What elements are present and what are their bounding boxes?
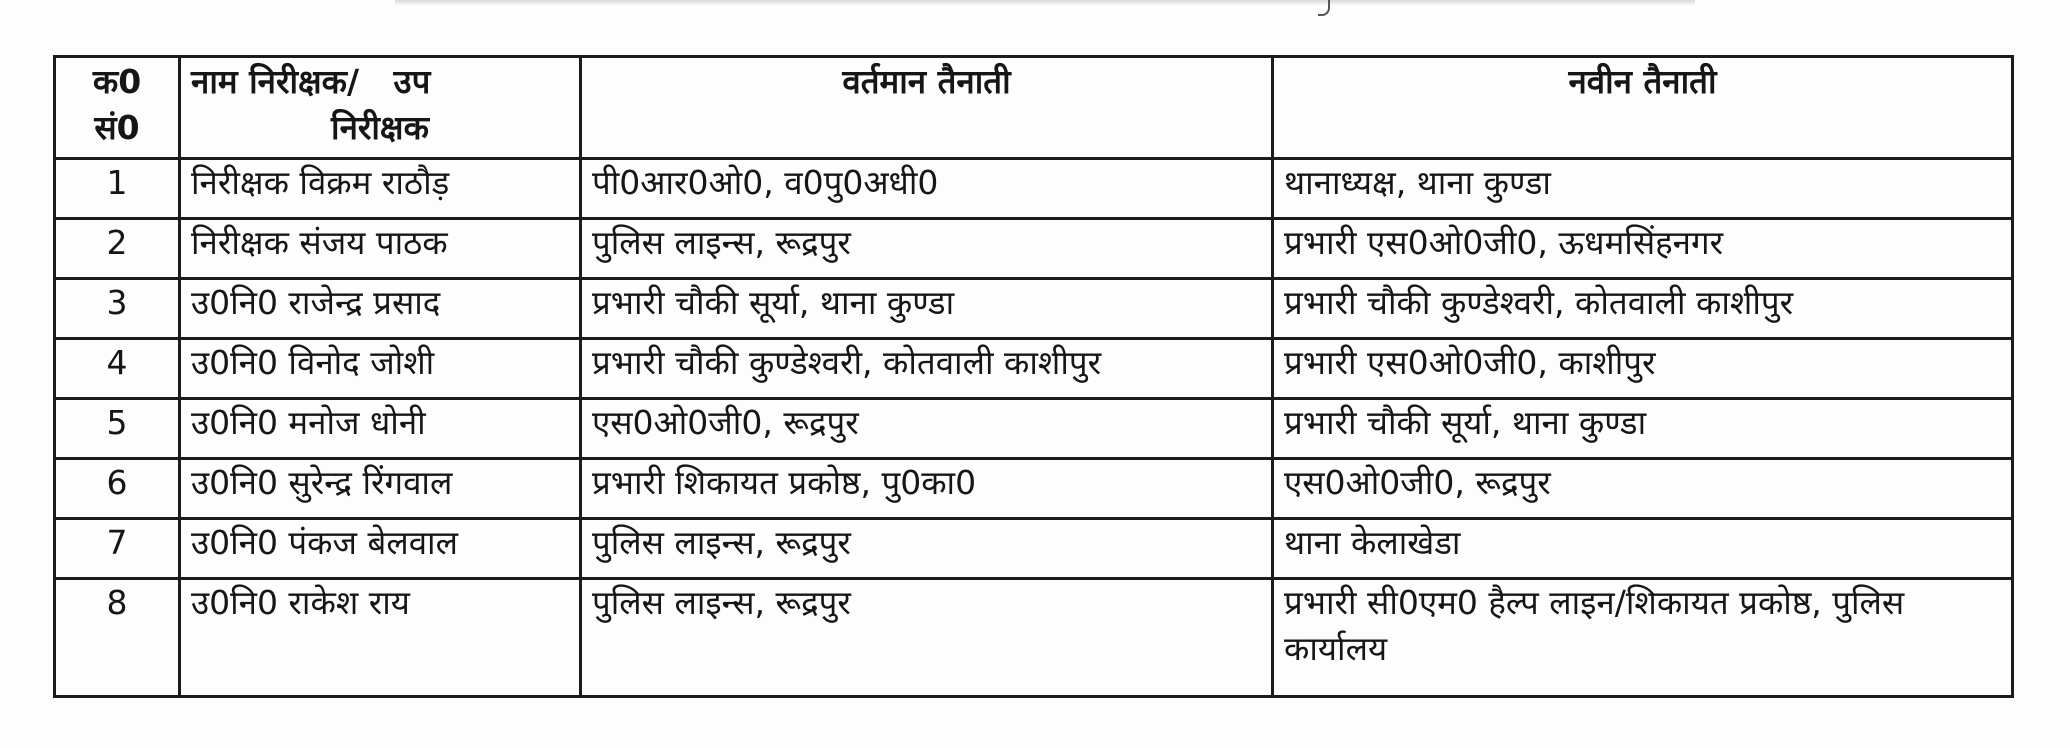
cell-new-posting: प्रभारी एस0ओ0जी0, ऊधमसिंहनगर	[1273, 219, 2013, 279]
top-cropped-mark	[1318, 0, 1330, 16]
cell-current-posting: एस0ओ0जी0, रूद्रपुर	[581, 399, 1273, 459]
cell-name: उ0नि0 राकेश राय	[180, 579, 581, 697]
table-body	[55, 159, 2013, 697]
cell-current-posting: प्रभारी चौकी कुण्डेश्वरी, कोतवाली काशीपुर	[581, 339, 1273, 399]
table-row	[55, 399, 2013, 459]
cell-new-posting: एस0ओ0जी0, रूद्रपुर	[1273, 459, 2013, 519]
cell-name: उ0नि0 पंकज बेलवाल	[180, 519, 581, 579]
table-row	[55, 219, 2013, 279]
table-row	[55, 279, 2013, 339]
cell-current-posting: पी0आर0ओ0, व0पु0अधी0	[581, 159, 1273, 219]
header-serial-line1: क0	[92, 62, 142, 101]
table-row	[55, 159, 2013, 219]
cell-serial: 3	[55, 279, 180, 339]
header-row	[55, 57, 2013, 159]
table-header	[55, 57, 2013, 159]
cell-serial: 8	[55, 579, 180, 697]
cell-name: निरीक्षक विक्रम राठौड़	[180, 159, 581, 219]
cell-serial: 6	[55, 459, 180, 519]
cell-current-posting: प्रभारी शिकायत प्रकोष्ठ, पु0का0	[581, 459, 1273, 519]
cell-current-posting: प्रभारी चौकी सूर्या, थाना कुण्डा	[581, 279, 1273, 339]
cell-new-posting: थानाध्यक्ष, थाना कुण्डा	[1273, 159, 2013, 219]
cell-new-posting: प्रभारी चौकी सूर्या, थाना कुण्डा	[1273, 399, 2013, 459]
header-name	[180, 57, 581, 159]
cell-new-posting: प्रभारी एस0ओ0जी0, काशीपुर	[1273, 339, 2013, 399]
cell-name: उ0नि0 मनोज धोनी	[180, 399, 581, 459]
header-current-posting: वर्तमान तैनाती	[581, 57, 1273, 159]
header-name-line2: निरीक्षक	[331, 108, 429, 147]
posting-table	[53, 55, 2014, 698]
cell-new-posting: प्रभारी चौकी कुण्डेश्वरी, कोतवाली काशीपुर	[1273, 279, 2013, 339]
cell-serial: 2	[55, 219, 180, 279]
table-row	[55, 519, 2013, 579]
cell-new-posting: थाना केलाखेडा	[1273, 519, 2013, 579]
cell-name: उ0नि0 विनोद जोशी	[180, 339, 581, 399]
top-edge-shadow	[395, 0, 1695, 6]
header-name-line1: नाम निरीक्षक/ उप	[191, 62, 431, 101]
header-new-posting: नवीन तैनाती	[1273, 57, 2013, 159]
header-serial	[55, 57, 180, 159]
cell-current-posting: पुलिस लाइन्स, रूद्रपुर	[581, 519, 1273, 579]
table-row	[55, 459, 2013, 519]
table-row	[55, 339, 2013, 399]
cell-current-posting: पुलिस लाइन्स, रूद्रपुर	[581, 219, 1273, 279]
header-serial-line2: सं0	[94, 108, 140, 147]
cell-new-posting: प्रभारी सी0एम0 हैल्प लाइन/शिकायत प्रकोष्ठ, पुलिस कार्यालय	[1273, 579, 2013, 697]
table-row	[55, 579, 2013, 697]
cell-serial: 4	[55, 339, 180, 399]
cell-name: उ0नि0 सुरेन्द्र रिंगवाल	[180, 459, 581, 519]
cell-current-posting: पुलिस लाइन्स, रूद्रपुर	[581, 579, 1273, 697]
cell-serial: 7	[55, 519, 180, 579]
cell-name: निरीक्षक संजय पाठक	[180, 219, 581, 279]
cell-serial: 1	[55, 159, 180, 219]
cell-serial: 5	[55, 399, 180, 459]
cell-name: उ0नि0 राजेन्द्र प्रसाद	[180, 279, 581, 339]
